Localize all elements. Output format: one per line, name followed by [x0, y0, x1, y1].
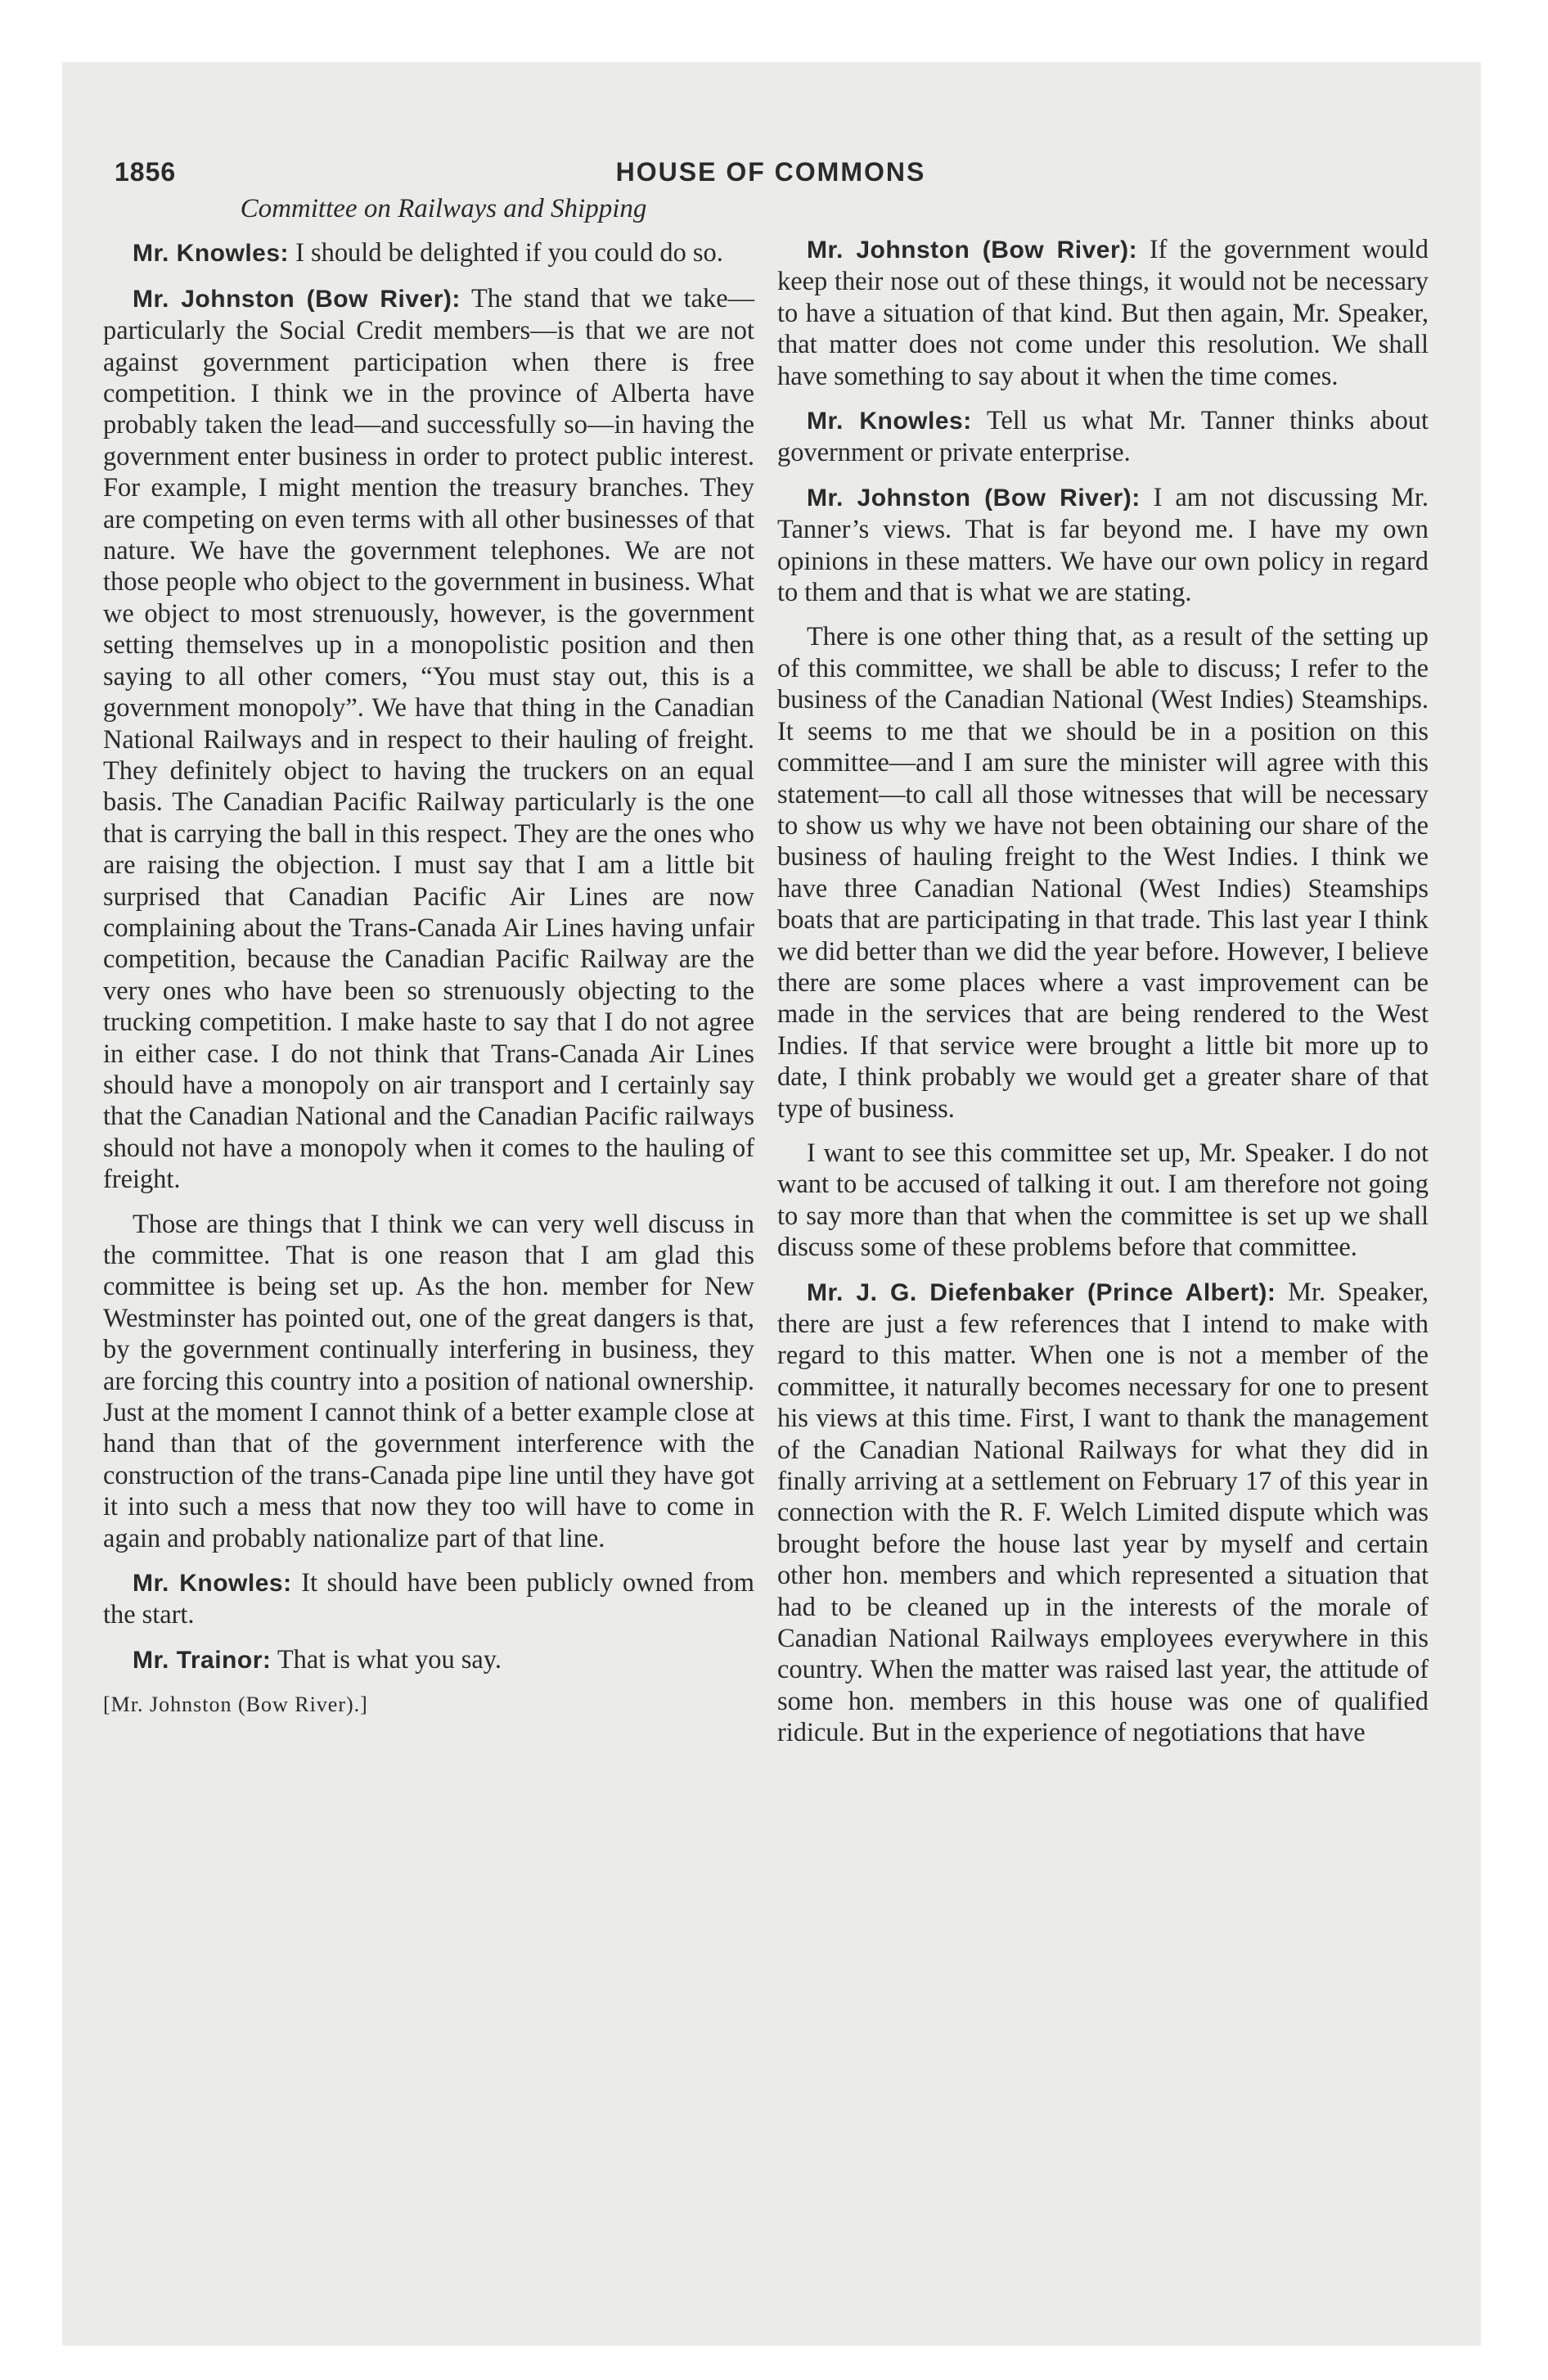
right-column — [777, 234, 1429, 1762]
paragraph — [777, 482, 1429, 609]
paragraph — [777, 621, 1429, 1125]
paragraph-text: I am not discussing Mr. Tanner’s views. That is far beyond me. I have my own opinions in these matters. We have our own policy in regard to them and that is what we are stating. — [777, 482, 1429, 608]
paragraph-text: Tell us what Mr. Tanner thinks about government or private enterprise. — [777, 406, 1429, 468]
paragraph-text: That is what you say. — [271, 1644, 502, 1675]
paragraph — [777, 405, 1429, 469]
footer-note: [Mr. Johnston (Bow River).] — [103, 1693, 368, 1717]
paragraph — [777, 234, 1429, 392]
speaker-name: Mr. Johnston (Bow River): — [807, 237, 1138, 264]
paragraph — [777, 1277, 1429, 1749]
speaker-name: Mr. Knowles: — [133, 1570, 292, 1598]
paragraph-text: It should have been publicly owned from the start. — [103, 1568, 754, 1630]
paragraph — [103, 283, 754, 1196]
paragraph — [103, 1644, 754, 1676]
paragraph-text: I want to see this committee set up, Mr. Speaker. I do not want to be accused of talking it out. I am therefore not going to say more than that when the committee is set up we shall discuss some of these problems before that committee. — [777, 1138, 1429, 1263]
running-head: HOUSE OF COMMONS — [615, 157, 926, 187]
speaker-name: Mr. Johnston (Bow River): — [133, 285, 461, 313]
paragraph-text: I should be delighted if you could do so. — [289, 238, 723, 268]
paragraph-text: The stand that we take—particularly the Social Credit members—is that we are not against government participation when there is free competition. I think we in the province of Alberta have probably taken the lead—and successfully so—in having the government enter business in order to protect public interest. For example, I might mention the treasury branches. They are competing on even terms with all other businesses of that nature. We have the government telephones. We are not those people who object to the government in business. What we object to most strenuously, however, is the government setting themselves up in a monopolistic position and then saying to all other comers, “You must stay out, this is a government monopoly”. We have that thing in the Canadian National Railways and in respect to their hauling of freight. They definitely object to having the truckers on an equal basis. The Canadian Pacific Railway particularly is the one that is carrying the ball in this respect. They are the ones who are raising the objection. I must say that I am a little bit surprised that Canadian Pacific Air Lines are now complaining about the Trans-Canada Air Lines having unfair competition, because the Canadian Pacific Railway are the very ones who have been so strenuously objecting to the trucking competition. I make haste to say that I do not agree in either case. I do not think that Trans-Canada Air Lines should have a monopoly on air transport and I certainly say that the Canadian National and the Canadian Pacific railways should not have a monopoly when it comes to the hauling of freight. — [103, 283, 754, 1195]
paragraph — [103, 1209, 754, 1554]
speaker-name: Mr. Johnston (Bow River): — [807, 484, 1141, 512]
page-number: 1856 — [115, 157, 177, 187]
paragraph — [103, 237, 754, 269]
paragraph — [103, 1567, 754, 1631]
speaker-name: Mr. Trainor: — [133, 1646, 272, 1674]
speaker-name: Mr. Knowles: — [807, 408, 972, 435]
paragraph-text: There is one other thing that, as a result of the setting up of this committee, we shall be able to discuss; I refer to the business of the Canadian National (West Indies) Steamships. It seems to me that we should be in a position on this committee—and I am sure the minister will agree with this statement—to call all those witnesses that will be necessary to show us why we have not been obtaining our share of the business of hauling freight to the West Indies. I think we have three Canadian National (West Indies) Steamships boats that are participating in that trade. This last year I think we did better than we did the year before. However, I believe there are some places where a vast improvement can be made in the services that are being rendered to the West Indies. If that service were brought a little bit more up to date, I think probably we would get a greater share of that type of business. — [777, 622, 1429, 1124]
paragraph-text: Those are things that I think we can very well discuss in the committee. That is one reason that I am glad this committee is being set up. As the hon. member for New Westminster has pointed out, one of the great dangers is that, by the government continually interfering in business, they are forcing this country into a position of national ownership. Just at the moment I cannot think of a better example close at hand than that of the government interference with the construction of the trans-Canada pipe line until they have got it into such a mess that now they too will have to come in again and probably nationalize part of that line. — [103, 1209, 754, 1553]
paragraph-text: If the government would keep their nose out of these things, it would not be necessary to have a situation of that kind. But then again, Mr. Speaker, that matter does not come under this resolution. We shall have something to say about it when the time comes. — [777, 235, 1429, 391]
speaker-name: Mr. J. G. Diefenbaker (Prince Albert): — [807, 1278, 1276, 1306]
section-subheading: Committee on Railways and Shipping — [240, 194, 647, 223]
left-column — [103, 193, 754, 1734]
paragraph — [777, 1138, 1429, 1264]
paragraph-text: Mr. Speaker, there are just a few references that I intend to make with regard to this matter. When one is not a member of the committee, it naturally becomes necessary for one to present his views at this time. First, I want to thank the management of the Canadian National Railways for what they did in finally arriving at a settlement on February 17 of this year in connection with the R. F. Welch Limited dispute which was brought before the house last year by myself and certain other hon. members and which represented a situation that had to be cleaned up in the interests of the morale of Canadian National Railways employees everywhere in this country. When the matter was raised last year, the attitude of some hon. members in this house was one of qualified ridicule. But in the experience of negotiations that have — [777, 1277, 1429, 1748]
speaker-name: Mr. Knowles: — [133, 240, 290, 268]
